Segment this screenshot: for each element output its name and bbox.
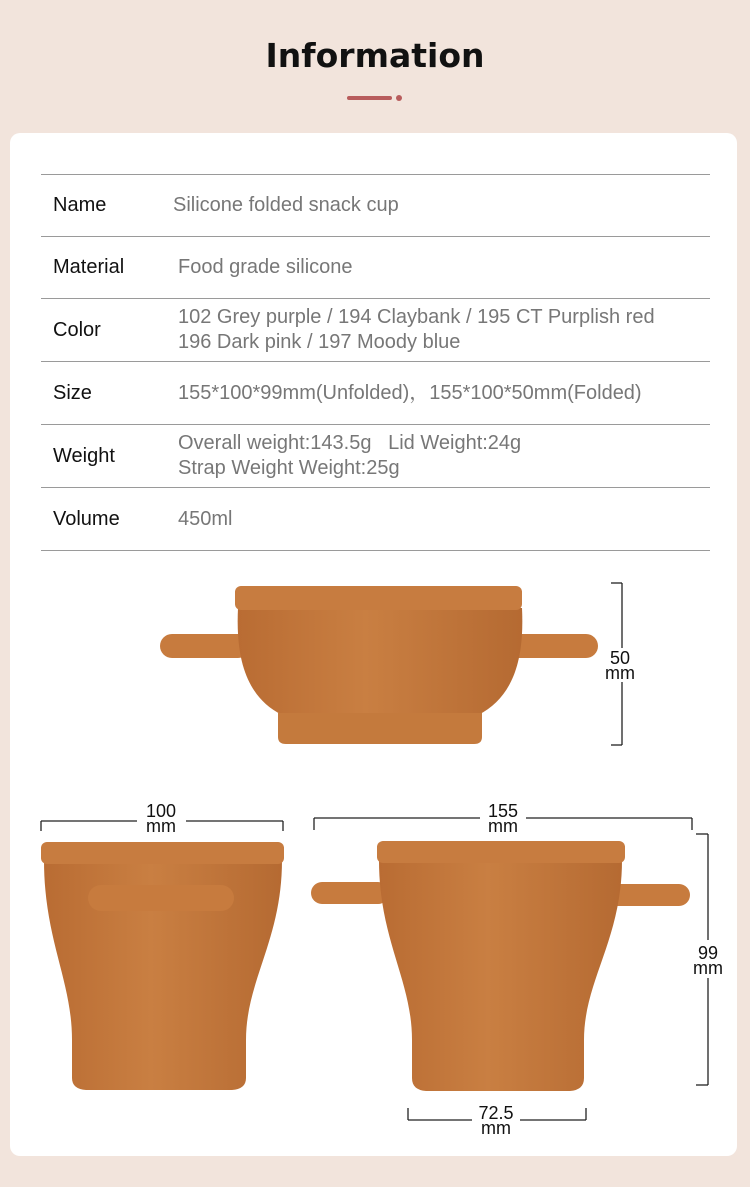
spec-value: 102 Grey purple / 194 Claybank / 195 CT Purplish red	[178, 306, 655, 328]
dimension-unit: mm	[481, 1118, 511, 1138]
spec-value: Overall weight:143.5g Lid Weight:24g	[178, 432, 522, 454]
dimension-value: 100	[145, 801, 177, 821]
spec-value: 155*100*99mm(Unfolded)，155*100*50mm(Folded)	[178, 381, 642, 404]
spec-value: Food grade silicone	[178, 256, 353, 278]
spec-label: Material	[41, 237, 165, 299]
spec-label: Size	[41, 362, 165, 425]
spec-label: Name	[41, 175, 165, 237]
unfolded-cup-front-image	[311, 841, 690, 1091]
dimension-value: 50	[609, 648, 631, 668]
page-title: Information	[265, 36, 485, 75]
dimension-unit: mm	[146, 816, 176, 836]
folded-cup-image	[160, 586, 598, 744]
spec-label: Volume	[41, 488, 165, 551]
spec-value: Strap Weight Weight:25g	[178, 457, 400, 479]
dimension-unit: mm	[605, 663, 635, 683]
unfolded-cup-side-image	[41, 842, 284, 1090]
spec-value: Silicone folded snack cup	[173, 194, 399, 216]
dimension-value: 155	[487, 801, 519, 821]
spec-label: Weight	[41, 425, 165, 488]
dimension-value: 99	[697, 943, 719, 963]
dimension-unit: mm	[488, 816, 518, 836]
spec-value: 196 Dark pink / 197 Moody blue	[178, 331, 461, 353]
dimension-value: 72.5	[478, 1103, 514, 1123]
dimension-unit: mm	[693, 958, 723, 978]
spec-value: 450ml	[178, 507, 233, 530]
spec-label: Color	[41, 299, 165, 362]
